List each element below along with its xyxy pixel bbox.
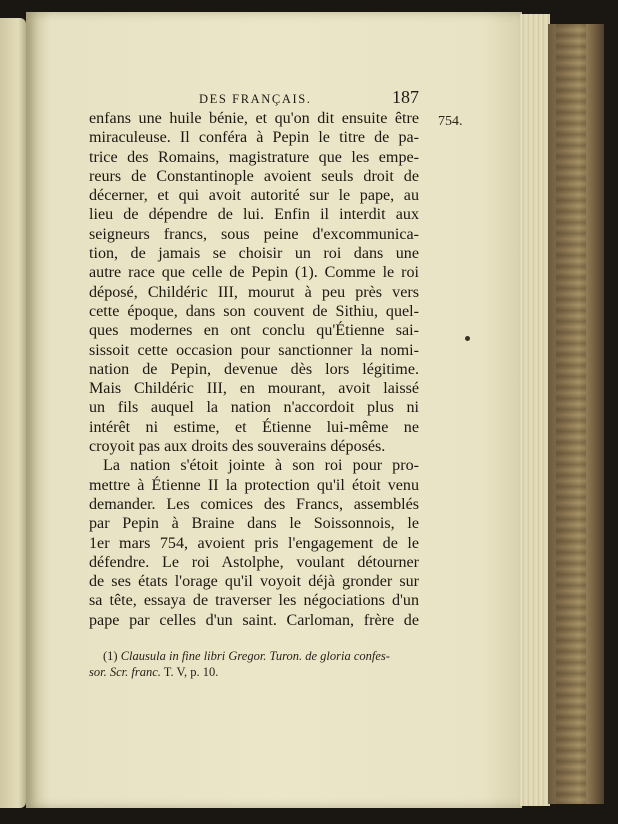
body-line: ques modernes en ont conclu qu'Étienne sai- [89,322,419,340]
body-text [89,109,419,630]
body-line: déposé, Childéric III, mourut à peu près vers [89,283,419,301]
page-edges [520,14,550,806]
body-line: miraculeuse. Il conféra à Pepin le titre de pa- [89,129,419,147]
footnote-marker: (1) [103,649,118,663]
body-line: seigneurs francs, sous peine d'excommunica- [89,225,419,243]
ink-speck [465,336,470,341]
body-line: intérêt ni estime, et Étienne lui-même ne [89,418,419,436]
body-line: La nation s'étoit jointe à son roi pour pro- [103,457,419,475]
body-line: mettre à Étienne II la protection qu'il étoit venu [89,476,419,494]
body-line: tion, de jamais se choisir un roi dans une [89,245,419,263]
body-line: 1er mars 754, avoient pris l'engagement de le [89,534,419,552]
body-line: cette époque, dans son couvent de Sithiu, quel- [89,302,419,320]
body-line: autre race que celle de Pepin (1). Comme le roi [89,264,419,282]
body-line: sissoit cette occasion pour sanctionner la nomi- [89,341,419,359]
body-line: sa tête, essaya de traverser les négociations d'un [89,592,419,610]
body-line: nation de Pepin, devenue dès lors légitime. [89,360,419,378]
body-line: défendre. Le roi Astolphe, voulant détourner [89,553,419,571]
body-line: un fils auquel la nation n'accordoit plus ni [89,399,419,417]
body-line: par Pepin à Braine dans le Soissonnois, le [89,515,419,533]
footnote-volume: T. V, p. 10. [163,665,219,679]
footnote-citation-2: sor. Scr. franc. [89,665,161,679]
body-line: reurs de Constantinople avoient seuls droit de [89,167,419,185]
body-line: trice des Romains, magistrature que les empe- [89,148,419,166]
footnote [89,648,419,680]
book-cover-edge [548,24,604,804]
body-line: lieu de dépendre de lui. Enfin il interdit aux [89,206,419,224]
left-page-edge [0,18,26,808]
margin-date-note: 754. [438,114,463,129]
body-line: enfans une huile bénie, et qu'on dit ensuite être [89,110,419,127]
running-title: DES FRANÇAIS. [199,92,312,106]
body-line: demander. Les comices des Francs, assemblés [89,495,419,513]
body-line: de ses états l'orage qu'il voyoit déjà gronder sur [89,573,419,591]
page-number: 187 [392,87,419,107]
footnote-citation-1: Clausula in fine libri Gregor. Turon. de gloria confes- [120,649,390,663]
body-line: croyoit pas aux droits des souverains déposés. [89,438,386,456]
body-line: Mais Childéric III, en mourant, avoit laissé [89,380,419,398]
body-line: décerner, et qui avoit autorité sur le pape, au [89,187,419,205]
footnote-line-2 [89,664,419,680]
footnote-line-1 [89,648,419,664]
body-line: pape par celles d'un saint. Carloman, frère de [89,611,419,629]
